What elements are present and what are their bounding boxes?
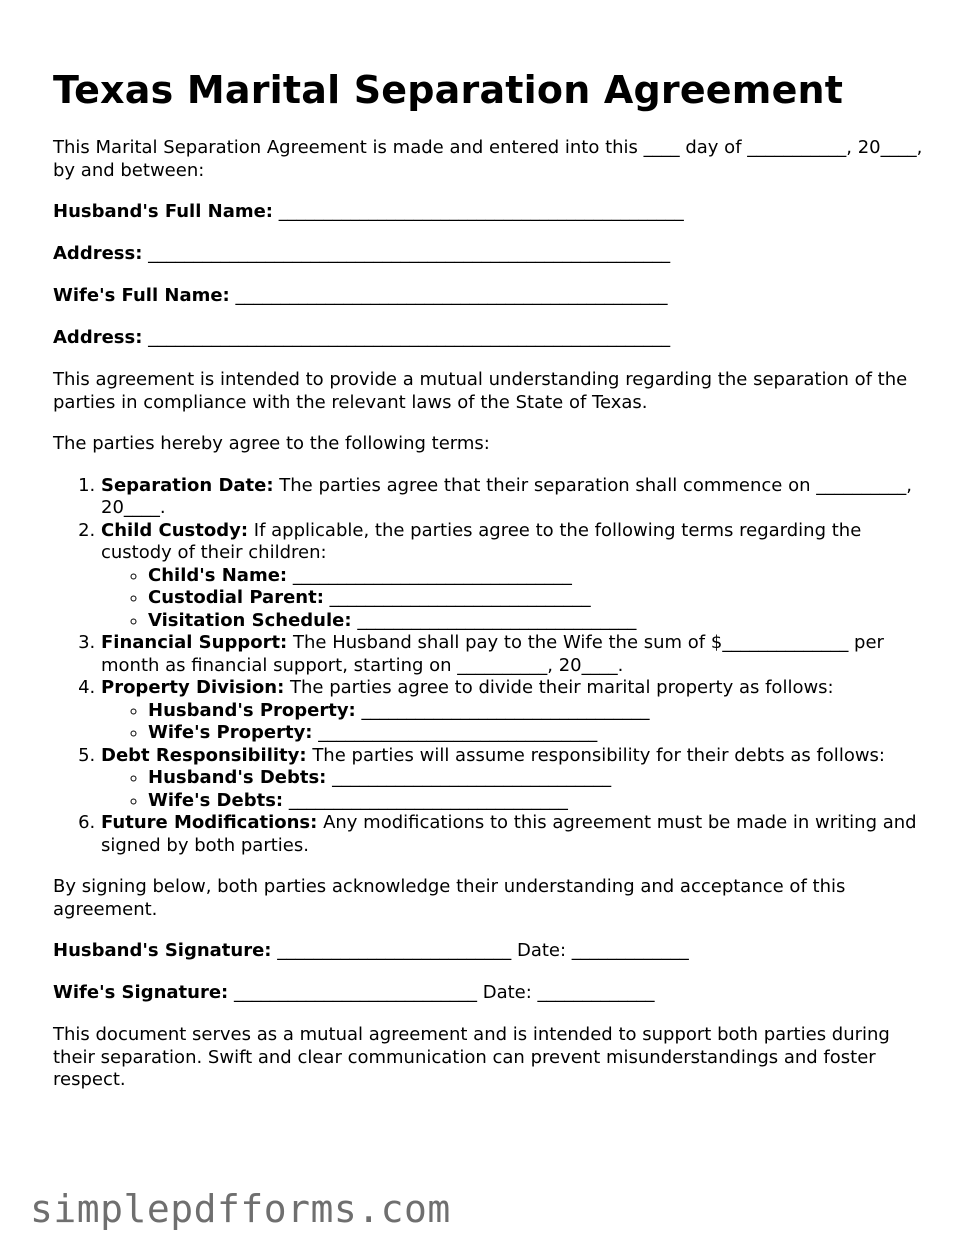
wife-property-blank[interactable]: _______________________________ — [318, 722, 598, 743]
wife-signature-line — [53, 982, 933, 1005]
wife-date-label: Date: — [482, 982, 532, 1003]
husband-property-item — [148, 700, 933, 723]
wife-address-blank[interactable]: __________________________________________________________ — [148, 327, 671, 348]
wife-signature-label: Wife's Signature: — [53, 982, 229, 1003]
wife-debts-label: Wife's Debts: — [148, 789, 284, 811]
husband-signature-line — [53, 940, 933, 963]
husband-signature-label: Husband's Signature: — [53, 940, 272, 961]
term-future-modifications — [101, 812, 933, 857]
wife-name-field — [53, 285, 933, 308]
acknowledgement-paragraph: By signing below, both parties acknowledge their understanding and acceptance of this agreement. — [53, 876, 846, 920]
wife-name-blank[interactable]: ________________________________________________ — [235, 285, 668, 306]
husband-name-blank[interactable]: _____________________________________________ — [278, 201, 684, 222]
term-text: Any modifications to this agreement must be made in writing and signed by both parties. — [101, 812, 917, 856]
property-sublist — [101, 700, 933, 745]
child-name-blank[interactable]: _______________________________ — [292, 564, 572, 586]
term-text: The parties will assume responsibility for their debts as follows: — [312, 744, 885, 766]
husband-debts-label: Husband's Debts: — [148, 767, 327, 788]
husband-name-field — [53, 201, 933, 224]
husband-property-label: Husband's Property: — [148, 699, 356, 721]
custodial-parent-label: Custodial Parent: — [148, 587, 324, 608]
term-label: Debt Responsibility: — [101, 744, 307, 766]
closing-paragraph: This document serves as a mutual agreement and is intended to support both parties during their separation. Swift and clear communication can prevent misunderstandings and foster respect. — [53, 1024, 890, 1090]
term-label: Property Division: — [101, 677, 285, 698]
document-page — [53, 64, 933, 1111]
term-financial-support — [101, 632, 933, 677]
purpose-paragraph: This agreement is intended to provide a mutual understanding regarding the separation of the parties in compliance with the relevant laws of the State of Texas. — [53, 369, 908, 413]
husband-debts-blank[interactable]: _______________________________ — [332, 767, 612, 788]
custodial-parent-item — [148, 587, 933, 610]
term-child-custody — [101, 520, 933, 633]
wife-debts-blank[interactable]: _______________________________ — [288, 789, 568, 811]
term-debt-responsibility — [101, 745, 933, 813]
wife-address-label: Address: — [53, 327, 143, 348]
husband-name-label: Husband's Full Name: — [53, 201, 274, 222]
intro-paragraph: This Marital Separation Agreement is made and entered into this ____ day of ___________, 20____, by and between: — [53, 137, 923, 181]
wife-signature-blank[interactable]: ___________________________ — [233, 982, 477, 1003]
term-label: Separation Date: — [101, 474, 274, 496]
husband-date-label: Date: — [516, 940, 567, 961]
term-text: The Husband shall pay to the Wife the sum of $______________ per month as financial support, starting on __________, 20____. — [101, 632, 884, 676]
term-text: The parties agree to divide their marital property as follows: — [290, 677, 834, 698]
debts-sublist — [101, 767, 933, 812]
visitation-schedule-item — [148, 610, 933, 633]
wife-property-item — [148, 722, 933, 745]
wife-name-label: Wife's Full Name: — [53, 285, 230, 306]
wife-debts-item — [148, 790, 933, 813]
husband-debts-item — [148, 767, 933, 790]
term-separation-date — [101, 475, 933, 520]
husband-date-blank[interactable]: _____________ — [571, 940, 689, 961]
husband-address-field — [53, 243, 933, 266]
husband-address-blank[interactable]: __________________________________________________________ — [148, 243, 671, 264]
custody-sublist — [101, 565, 933, 633]
terms-list — [53, 475, 933, 858]
term-label: Financial Support: — [101, 632, 288, 653]
custodial-parent-blank[interactable]: _____________________________ — [329, 587, 591, 608]
visitation-schedule-blank[interactable]: _______________________________ — [357, 609, 637, 631]
child-name-label: Child's Name: — [148, 564, 288, 586]
term-property-division — [101, 677, 933, 745]
term-text: If applicable, the parties agree to the following terms regarding the custody of their children: — [101, 519, 862, 563]
visitation-schedule-label: Visitation Schedule: — [148, 609, 352, 631]
wife-date-blank[interactable]: _____________ — [537, 982, 655, 1003]
wife-address-field — [53, 327, 933, 350]
wife-property-label: Wife's Property: — [148, 722, 313, 743]
term-text: The parties agree that their separation shall commence on __________, 20____. — [101, 474, 912, 518]
watermark: simplepdfforms.com — [30, 1187, 451, 1231]
document-title: Texas Marital Separation Agreement — [53, 68, 844, 112]
child-name-item — [148, 565, 933, 588]
husband-address-label: Address: — [53, 243, 143, 264]
term-label: Future Modifications: — [101, 812, 318, 833]
term-label: Child Custody: — [101, 519, 249, 541]
husband-signature-blank[interactable]: __________________________ — [277, 940, 512, 961]
terms-intro: The parties hereby agree to the following terms: — [53, 433, 490, 454]
husband-property-blank[interactable]: ________________________________ — [361, 699, 650, 721]
